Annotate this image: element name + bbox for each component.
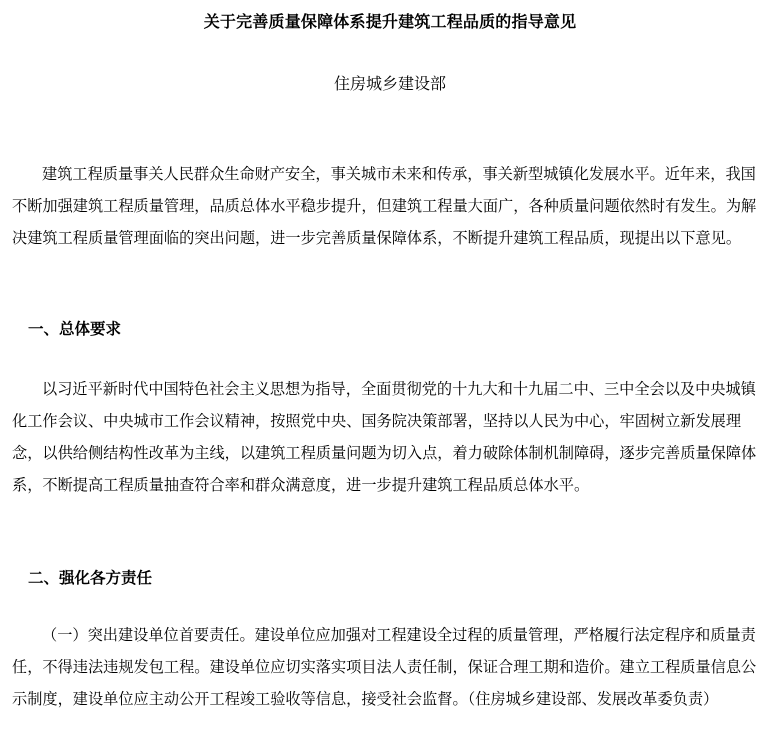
intro-paragraph: 建筑工程质量事关人民群众生命财产安全，事关城市未来和传承，事关新型城镇化发展水平。近年来，我国不断加强建筑工程质量管理，品质总体水平稳步提升，但建筑工程量大面广，各种质量问题依然时有发生。为解决建筑工程质量管理面临的突出问题，进一步完善质量保障体系，不断提升建筑工程品质，现提出以下意见。 <box>12 165 757 247</box>
document-issuer: 住房城乡建设部 <box>333 74 446 93</box>
section-heading-overall-requirements: 一、总体要求 <box>28 319 122 338</box>
document-title: 关于完善质量保障体系提升建筑工程品质的指导意见 <box>203 12 577 31</box>
section-body-overall-requirements: 以习近平新时代中国特色社会主义思想为指导，全面贯彻党的十九大和十九届二中、三中全会以及中央城镇化工作会议、中央城市工作会议精神，按照党中央、国务院决策部署，坚持以人民为中心，牢固树立新发展理念，以供给侧结构性改革为主线，以建筑工程质量问题为切入点，着力破除体制机制障碍，逐步完善质量保障体系，不断提高工程质量抽查符合率和群众满意度，进一步提升建筑工程品质总体水平。 <box>12 380 757 494</box>
section-body-strengthen-responsibilities: （一）突出建设单位首要责任。建设单位应加强对工程建设全过程的质量管理，严格履行法定程序和质量责任，不得违法违规发包工程。建设单位应切实落实项目法人责任制，保证合理工期和造价。建立工程质量信息公示制度，建设单位应主动公开工程竣工验收等信息，接受社会监督。（住房城乡建设部、发展改革委负责） <box>12 626 757 708</box>
section-heading-strengthen-responsibilities: 二、强化各方责任 <box>28 568 153 587</box>
